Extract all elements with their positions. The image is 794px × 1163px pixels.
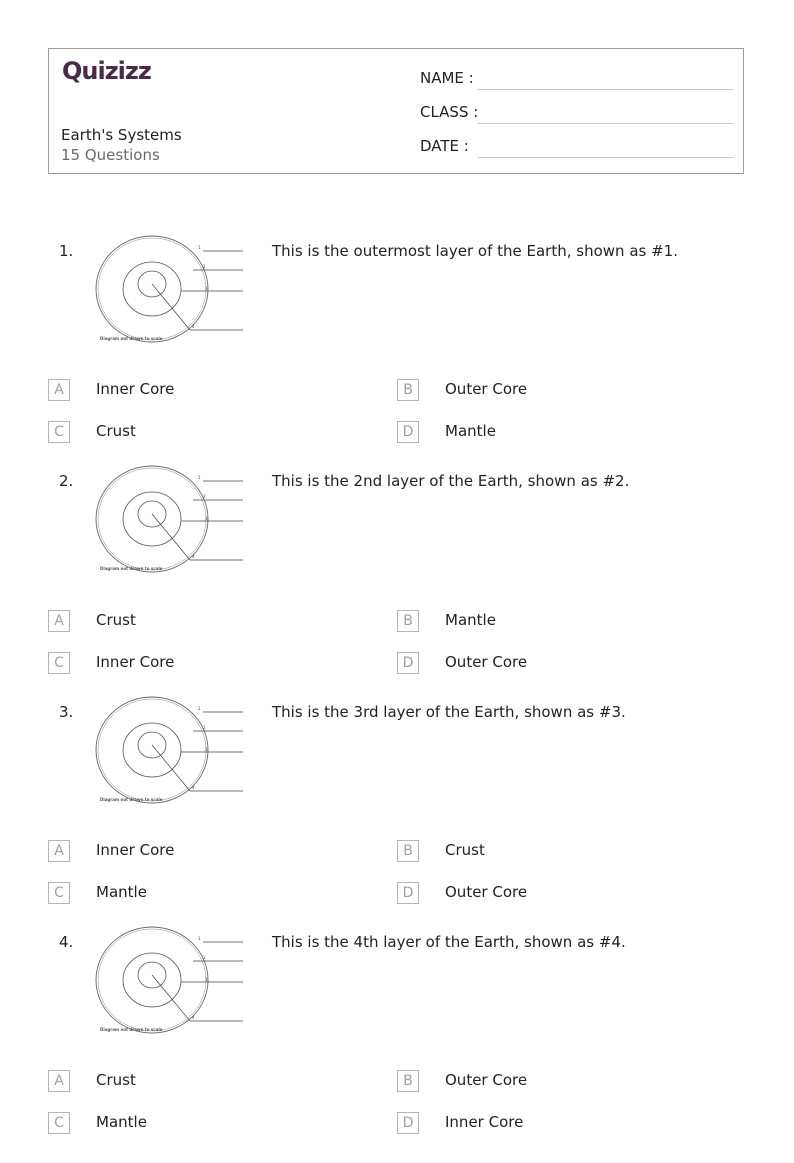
option-text: Mantle bbox=[96, 1113, 147, 1131]
question-count: 15 Questions bbox=[61, 146, 160, 164]
option-text: Crust bbox=[445, 841, 485, 859]
diagram-label-2: 2 bbox=[203, 494, 206, 499]
option-text: Mantle bbox=[445, 422, 496, 440]
option-text: Outer Core bbox=[445, 653, 528, 671]
option-letter: C bbox=[48, 421, 70, 443]
question-number: 1. bbox=[59, 242, 74, 260]
question-number: 2. bbox=[59, 472, 74, 490]
diagram-caption: Diagram not drawn to scale bbox=[100, 566, 163, 571]
option-text: Crust bbox=[96, 611, 136, 629]
quizizz-logo: Quizizz bbox=[62, 57, 151, 85]
option-letter: D bbox=[397, 421, 419, 443]
option-text: Mantle bbox=[445, 611, 496, 629]
option-text: Crust bbox=[96, 1071, 136, 1089]
option-letter: A bbox=[48, 1070, 70, 1092]
date-field[interactable] bbox=[478, 157, 733, 158]
diagram-label-4: 4 bbox=[192, 324, 195, 329]
diagram-label-2: 2 bbox=[203, 955, 206, 960]
option-text: Inner Core bbox=[96, 653, 175, 671]
option-letter: C bbox=[48, 882, 70, 904]
diagram-label-1: 1 bbox=[198, 706, 201, 711]
option-letter: B bbox=[397, 379, 419, 401]
worksheet-title: Earth's Systems bbox=[61, 126, 182, 144]
diagram-caption: Diagram not drawn to scale bbox=[100, 797, 163, 802]
diagram-label-2: 2 bbox=[203, 725, 206, 730]
question-text: This is the 2nd layer of the Earth, shown as #2. bbox=[272, 472, 630, 490]
diagram-label-1: 1 bbox=[198, 936, 201, 941]
diagram-label-1: 1 bbox=[198, 475, 201, 480]
question-text: This is the 3rd layer of the Earth, shown as #3. bbox=[272, 703, 626, 721]
earth-layers-diagram bbox=[95, 232, 250, 347]
name-field[interactable] bbox=[478, 89, 733, 90]
question-4 bbox=[0, 933, 794, 1163]
diagram-label-2: 2 bbox=[203, 264, 206, 269]
diagram-label-4: 4 bbox=[192, 785, 195, 790]
question-1 bbox=[0, 242, 794, 472]
option-text: Outer Core bbox=[445, 380, 528, 398]
question-text: This is the 4th layer of the Earth, shown as #4. bbox=[272, 933, 626, 951]
date-label: DATE : bbox=[420, 137, 469, 155]
diagram-label-3: 3 bbox=[205, 977, 208, 982]
name-label: NAME : bbox=[420, 69, 474, 87]
option-letter: A bbox=[48, 840, 70, 862]
class-label: CLASS : bbox=[420, 103, 479, 121]
question-number: 3. bbox=[59, 703, 74, 721]
option-letter: B bbox=[397, 610, 419, 632]
diagram-label-3: 3 bbox=[205, 747, 208, 752]
worksheet-header bbox=[48, 48, 744, 174]
diagram-label-4: 4 bbox=[192, 554, 195, 559]
option-text: Inner Core bbox=[445, 1113, 524, 1131]
question-3 bbox=[0, 703, 794, 933]
question-text: This is the outermost layer of the Earth, shown as #1. bbox=[272, 242, 678, 260]
option-letter: A bbox=[48, 379, 70, 401]
option-letter: D bbox=[397, 652, 419, 674]
option-letter: B bbox=[397, 1070, 419, 1092]
diagram-label-3: 3 bbox=[205, 516, 208, 521]
option-text: Outer Core bbox=[445, 1071, 528, 1089]
diagram-label-4: 4 bbox=[192, 1015, 195, 1020]
option-letter: D bbox=[397, 1112, 419, 1134]
question-2 bbox=[0, 472, 794, 702]
question-number: 4. bbox=[59, 933, 74, 951]
option-text: Inner Core bbox=[96, 841, 175, 859]
option-text: Outer Core bbox=[445, 883, 528, 901]
option-text: Mantle bbox=[96, 883, 147, 901]
option-letter: C bbox=[48, 652, 70, 674]
diagram-caption: Diagram not drawn to scale bbox=[100, 1027, 163, 1032]
option-letter: D bbox=[397, 882, 419, 904]
diagram-caption: Diagram not drawn to scale bbox=[100, 336, 163, 341]
earth-layers-diagram bbox=[95, 462, 250, 577]
diagram-label-3: 3 bbox=[205, 286, 208, 291]
class-field[interactable] bbox=[478, 123, 733, 124]
option-text: Crust bbox=[96, 422, 136, 440]
option-letter: C bbox=[48, 1112, 70, 1134]
earth-layers-diagram bbox=[95, 693, 250, 808]
option-letter: B bbox=[397, 840, 419, 862]
option-text: Inner Core bbox=[96, 380, 175, 398]
diagram-label-1: 1 bbox=[198, 245, 201, 250]
earth-layers-diagram bbox=[95, 923, 250, 1038]
option-letter: A bbox=[48, 610, 70, 632]
